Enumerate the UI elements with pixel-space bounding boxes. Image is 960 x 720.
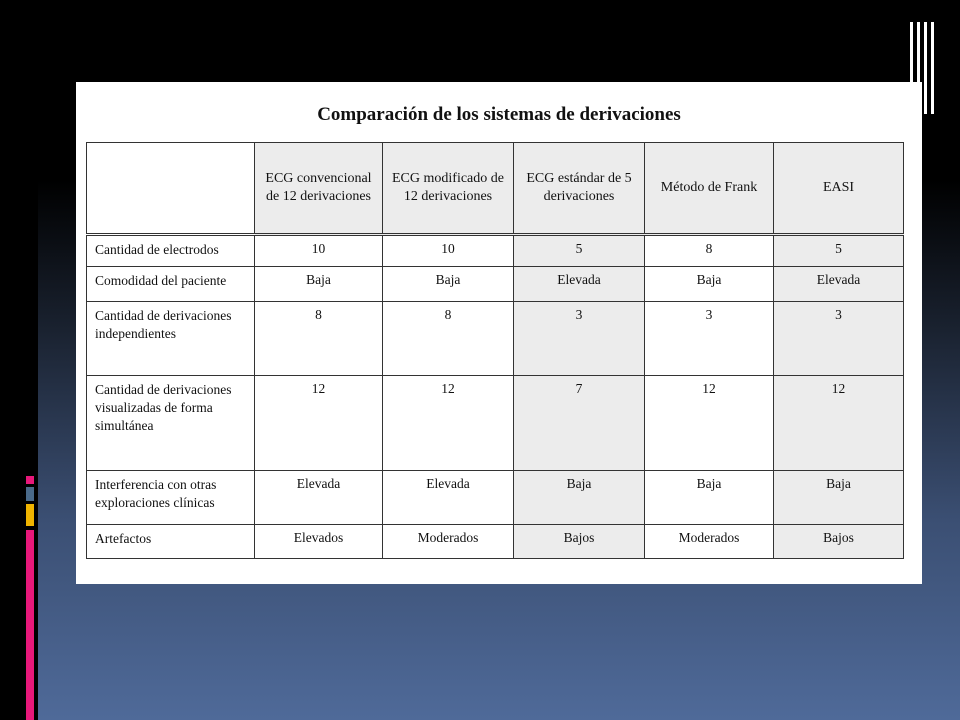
header-cell: ECG estándar de 5 derivaciones [514,143,645,235]
table-row [87,235,904,267]
table-cell: 3 [774,302,904,376]
table-header-row [87,143,904,235]
table-cell: 8 [645,235,774,267]
table-row [87,376,904,471]
table-cell: 10 [383,235,514,267]
decorative-bar [26,487,34,501]
table-cell: 10 [255,235,383,267]
table-cell: Moderados [645,525,774,559]
table-cell: 7 [514,376,645,471]
table-row [87,267,904,302]
table-cell: Elevada [383,471,514,525]
table-cell: 3 [645,302,774,376]
table-cell: Baja [255,267,383,302]
table-cell: 12 [645,376,774,471]
row-label: Cantidad de derivaciones visualizadas de forma simultánea [87,376,255,471]
table-cell: Bajos [774,525,904,559]
table-cell: 8 [383,302,514,376]
table-cell: 5 [774,235,904,267]
table-title: Comparación de los sistemas de derivaciones [317,104,681,125]
table-cell: Baja [774,471,904,525]
row-label: Interferencia con otras exploraciones clínicas [87,471,255,525]
table-cell: Elevada [774,267,904,302]
header-cell: Método de Frank [645,143,774,235]
row-label: Cantidad de derivaciones independientes [87,302,255,376]
decorative-bar [26,530,34,720]
table-cell: Baja [645,471,774,525]
table-cell: Baja [383,267,514,302]
decorative-bar [26,504,34,526]
table-row [87,302,904,376]
table-cell: Elevada [255,471,383,525]
table-cell: 12 [774,376,904,471]
table-cell: 8 [255,302,383,376]
header-cell [87,143,255,235]
table-cell: 12 [255,376,383,471]
header-cell: EASI [774,143,904,235]
table-row [87,471,904,525]
table-cell: Elevada [514,267,645,302]
table-row [87,525,904,559]
row-label: Cantidad de electrodos [87,235,255,267]
table-cell: 3 [514,302,645,376]
table-cell: Bajos [514,525,645,559]
table-cell: Baja [514,471,645,525]
header-cell: ECG modificado de 12 derivaciones [383,143,514,235]
comparison-table [86,142,904,559]
row-label: Artefactos [87,525,255,559]
table-cell: 12 [383,376,514,471]
header-cell: ECG convencional de 12 derivaciones [255,143,383,235]
decorative-bar [26,476,34,484]
table-cell: Elevados [255,525,383,559]
table-cell: Moderados [383,525,514,559]
table-cell: 5 [514,235,645,267]
table-image-panel [76,82,922,584]
row-label: Comodidad del paciente [87,267,255,302]
table-cell: Baja [645,267,774,302]
